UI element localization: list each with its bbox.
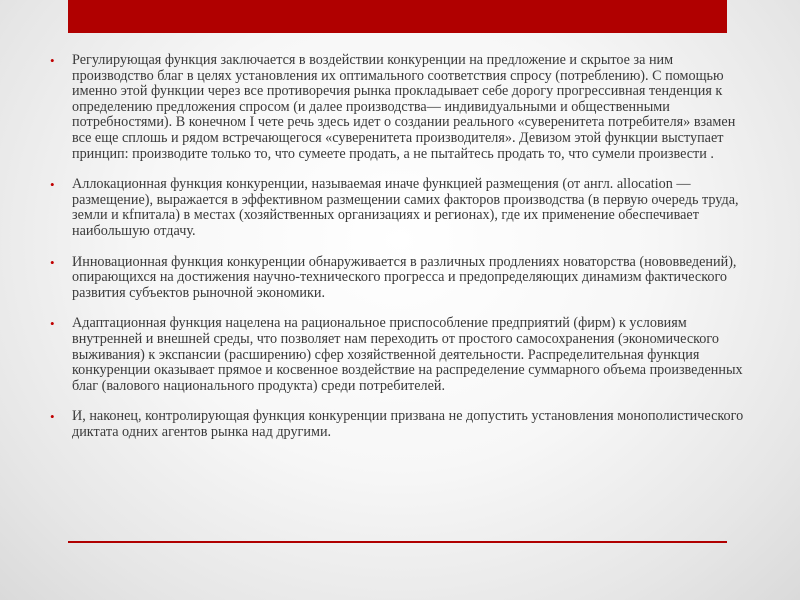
slide-content [50,53,755,455]
paragraph-text: И, наконец, контролирующая функция конкуренции призвана не допустить установления монополистического диктата одних агентов рынка над другими. [72,408,744,440]
paragraph-text: Инновационная функция конкуренции обнаруживается в различных продлениях новаторства (нововведений), опирающихся на достижения научно-технического прогресса и предопределяющих динамизм фактического развития субъектов рыночной экономики. [72,253,737,301]
bullet-item-innovation [50,255,755,302]
paragraph-text: Регулирующая функция заключается в воздействии конкуренции на предложение и скрытое за ним производство благ в целях установления их оптимального соответствия спросу (потреблению). С помощью именно этой функции через все противоречия рынка прокладывает себе дорогу прогрессивная тенденция к определению предложения спросом (и далее производства— индивидуальными и общественными потребностями). В конечном I чете речь здесь идет о создании реального «суверенитета потребителя» взамен все еще сплошь и рядом встречающегося «суверенитета производителя». Девизом этой функции выступает принцип: производите только то, что сумеете продать, а не пытайтесь продать то, что сумели произвести . [72,52,736,162]
paragraph-text: Адаптационная функция нацелена на рациональное приспособление предприятий (фирм) к условиям внутренней и внешней среды, что позволяет нам переходить от простого самосохранения (экономического выживания) к экспансии (расширению) сфер хозяйственной деятельности. Распределительная функция конкуренции оказывает прямое и косвенное воздействие на распределение суммарного объема произведенных благ (валового национального продукта) среди потребителей. [72,315,743,394]
bullet-item-regulating [50,53,755,162]
bullet-item-control [50,409,755,440]
bullet-icon: • [50,53,55,68]
bullet-item-adaptation [50,316,755,394]
paragraph-text: Аллокационная функция конкуренции, называемая иначе функцией размещения (от англ. allocation — размещение), выражается в эффективном размещении самих факторов производства (в первую очередь труда, земли и кfпитала) в местах (хозяйственных организациях и регионах), где их применение обеспечивает наибольшую отдачу. [72,176,739,239]
bullet-icon: • [50,409,55,425]
bullet-list [50,53,755,440]
bullet-icon: • [50,177,55,193]
bullet-icon: • [50,254,55,270]
bullet-item-allocation [50,177,755,239]
bottom-divider [68,541,727,543]
bullet-icon: • [50,316,55,332]
top-banner [68,0,727,33]
